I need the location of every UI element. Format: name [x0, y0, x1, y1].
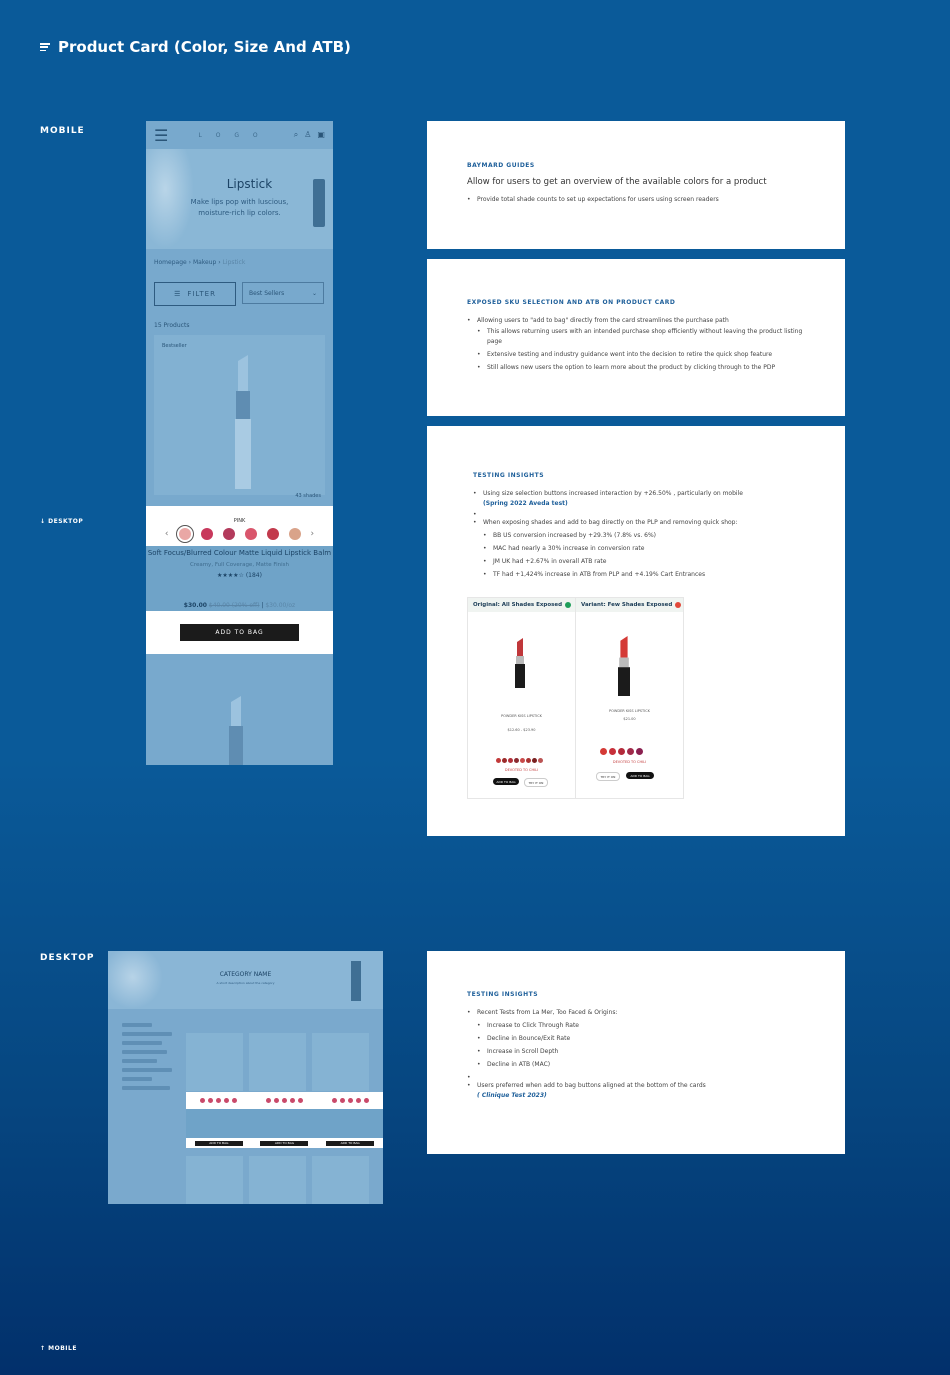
list-item: • Recent Tests from La Mer, Too Faced & Origins:	[467, 1006, 805, 1019]
list-item: • Provide total shade counts to set up expectations for users using screen readers	[467, 193, 805, 206]
card-title: BAYMARD GUIDES	[467, 162, 535, 169]
product-tile[interactable]	[312, 1156, 369, 1204]
test-reference: ( Clinique Test 2023)	[477, 1092, 547, 1099]
product-tile[interactable]	[186, 1033, 243, 1091]
product-tile[interactable]	[186, 1156, 243, 1204]
mobile-mockup	[146, 121, 333, 765]
card-lead: Allow for users to get an overview of the available colors for a product	[467, 177, 767, 187]
shade-swatch[interactable]	[267, 528, 279, 540]
product-image	[351, 961, 361, 1001]
card-title: EXPOSED SKU SELECTION AND ATB ON PRODUCT CARD	[467, 299, 676, 306]
list-item: • Still allows new users the option to learn more about the product by clicking through to the PDP	[477, 363, 805, 373]
model-image	[108, 951, 163, 1009]
shade-swatch[interactable]	[289, 528, 301, 540]
desktop-mockup	[108, 951, 383, 1204]
list-item: • Using size selection buttons increased interaction by +26.50% , particularly on mobile	[473, 487, 799, 500]
list-item: • TF had +1,424% increase in ATB from PLP and +4.19% Cart Entrances	[483, 568, 799, 581]
bag-icon[interactable]: ▣	[317, 130, 325, 139]
category-hero	[146, 149, 333, 249]
card-title: TESTING INSIGHTS	[467, 991, 539, 998]
search-icon[interactable]: ⌕	[293, 130, 299, 139]
original-price: $40.00 (20% off)	[208, 602, 260, 609]
chevron-left-icon[interactable]: ‹	[164, 529, 169, 539]
breadcrumb-current: Lipstick	[222, 259, 246, 266]
list-item: • Decline in Bounce/Exit Rate	[477, 1032, 805, 1045]
hero-title: Lipstick	[226, 177, 273, 191]
shade-count: 43 shades	[295, 493, 321, 499]
mobile-header	[146, 121, 333, 149]
exposed-sku-card	[427, 259, 845, 416]
price-row: $30.00 $40.00 (20% off) | $30.00/oz	[183, 602, 296, 609]
ab-try-button: TRY IT ON	[524, 778, 548, 787]
add-to-bag-button[interactable]: ADD TO BAG	[326, 1141, 374, 1146]
list-item: • Extensive testing and industry guidance went into the decision to retire the quick shop feature	[477, 350, 805, 360]
test-reference: (Spring 2022 Aveda test)	[483, 500, 568, 507]
filter-button[interactable]: ☰ FILTER	[154, 282, 236, 306]
product-info-row	[186, 1109, 383, 1139]
card-title: TESTING INSIGHTS	[473, 472, 545, 479]
ab-test-comparison	[467, 597, 684, 799]
list-item: • Increase in Scroll Depth	[477, 1045, 805, 1058]
desktop-testing-insights-card	[427, 951, 845, 1154]
ab-product-name: POWDER KISS LIPSTICK	[609, 709, 650, 713]
hero-subtitle: Make lips pop with luscious, moisture-rich lip colors.	[190, 198, 289, 217]
atb-row	[186, 1138, 383, 1148]
rating: ★★★★☆ (184)	[217, 572, 262, 579]
breadcrumb-home[interactable]: Homepage	[154, 259, 187, 266]
ab-original: Original: All Shades Exposed POWDER KISS LIPSTICK $12.60 - $23.90 DEVOTED TO CHILI ADD TO BAG TRY IT ON	[468, 598, 576, 798]
hamburger-icon[interactable]: ☰	[154, 125, 169, 145]
unit-price: $30.00/oz	[265, 602, 296, 609]
shade-swatch[interactable]	[223, 528, 235, 540]
shade-selector-row	[186, 1092, 383, 1109]
mobile-section-label: MOBILE	[40, 126, 85, 136]
product-tile[interactable]	[249, 1156, 306, 1204]
list-item: • BB US conversion increased by +29.3% (7.8% vs. 6%)	[483, 529, 799, 542]
check-icon	[565, 602, 571, 608]
filter-sidebar	[122, 1023, 182, 1095]
list-item: • Allowing users to "add to bag" directly from the card streamlines the purchase path	[467, 314, 805, 327]
jump-to-mobile-link[interactable]: ↑ MOBILE	[40, 1345, 77, 1352]
category-subtitle: A short description about the category	[216, 981, 275, 985]
category-hero	[108, 951, 383, 1009]
selected-shade-name: PINK	[233, 518, 246, 524]
shade-swatch[interactable]	[245, 528, 257, 540]
price: $30.00	[183, 602, 207, 609]
jump-to-desktop-link[interactable]: ↓ DESKTOP	[40, 518, 84, 525]
add-to-bag-button[interactable]: ADD TO BAG	[180, 624, 299, 641]
product-image	[313, 179, 325, 227]
ab-shade: DEVOTED TO CHILI	[504, 768, 539, 772]
lipstick-image	[618, 634, 630, 698]
ab-product-name: POWDER KISS LIPSTICK	[501, 714, 542, 718]
ab-price: $21.00	[623, 717, 636, 721]
product-name[interactable]: Soft Focus/Blurred Colour Matte Liquid Lipstick Balm	[147, 549, 332, 557]
page-title-text: Product Card (Color, Size And ATB)	[58, 38, 351, 56]
product-description: Creamy, Full Coverage, Matte Finish	[189, 562, 290, 568]
add-to-bag-button[interactable]: ADD TO BAG	[195, 1141, 243, 1146]
bestseller-badge: Bestseller	[162, 343, 187, 349]
add-to-bag-button[interactable]: ADD TO BAG	[260, 1141, 308, 1146]
category-title: CATEGORY NAME	[219, 971, 272, 978]
chevron-right-icon[interactable]: ›	[310, 529, 315, 539]
lipstick-image	[515, 638, 525, 688]
shade-swatch[interactable]	[201, 528, 213, 540]
lipstick-image	[226, 696, 246, 765]
list-item: • Decline in ATB (MAC)	[477, 1058, 805, 1071]
list-item: • JM UK had +2.67% in overall ATB rate	[483, 555, 799, 568]
shade-swatch[interactable]	[179, 528, 191, 540]
list-item: • When exposing shades and add to bag directly on the PLP and removing quick shop:	[473, 516, 799, 529]
product-tile[interactable]	[249, 1033, 306, 1091]
ab-atb-button: ADD TO BAG	[493, 778, 519, 785]
ab-shade: DEVOTED TO CHILI	[612, 760, 647, 764]
list-item: • MAC had nearly a 30% increase in conversion rate	[483, 542, 799, 555]
ab-atb-button: ADD TO BAG	[626, 772, 654, 779]
breadcrumb-makeup[interactable]: Makeup	[192, 259, 217, 266]
ab-price: $12.60 - $23.90	[507, 728, 536, 732]
menu-icon	[40, 43, 50, 51]
product-tile[interactable]	[312, 1033, 369, 1091]
desktop-section-label: DESKTOP	[40, 953, 95, 963]
chevron-down-icon: ⌄	[311, 289, 317, 297]
product-image-area[interactable]	[154, 335, 325, 499]
sort-select[interactable]: Best Sellers ⌄	[242, 282, 324, 304]
lipstick-image	[232, 351, 254, 491]
account-icon[interactable]: ♙	[304, 130, 312, 139]
ab-variant: Variant: Few Shades Exposed POWDER KISS LIPSTICK $21.00 DEVOTED TO CHILI TRY IT ON ADD TO BAG	[576, 598, 683, 798]
product-count: 15 Products	[154, 322, 190, 329]
breadcrumb: Homepage › Makeup › Lipstick	[154, 259, 246, 266]
page-title	[40, 38, 351, 56]
logo[interactable]: L O G O	[198, 131, 264, 139]
list-item: • Users preferred when add to bag buttons aligned at the bottom of the cards	[467, 1079, 805, 1092]
ab-try-button: TRY IT ON	[596, 772, 620, 781]
filter-icon: ☰	[174, 290, 182, 298]
list-item: • Increase to Click Through Rate	[477, 1019, 805, 1032]
baymard-guides-card	[427, 121, 845, 249]
list-item: • This allows returning users with an intended purchase shop efficiently without leaving the product listing page	[477, 327, 805, 347]
close-icon	[675, 602, 681, 608]
